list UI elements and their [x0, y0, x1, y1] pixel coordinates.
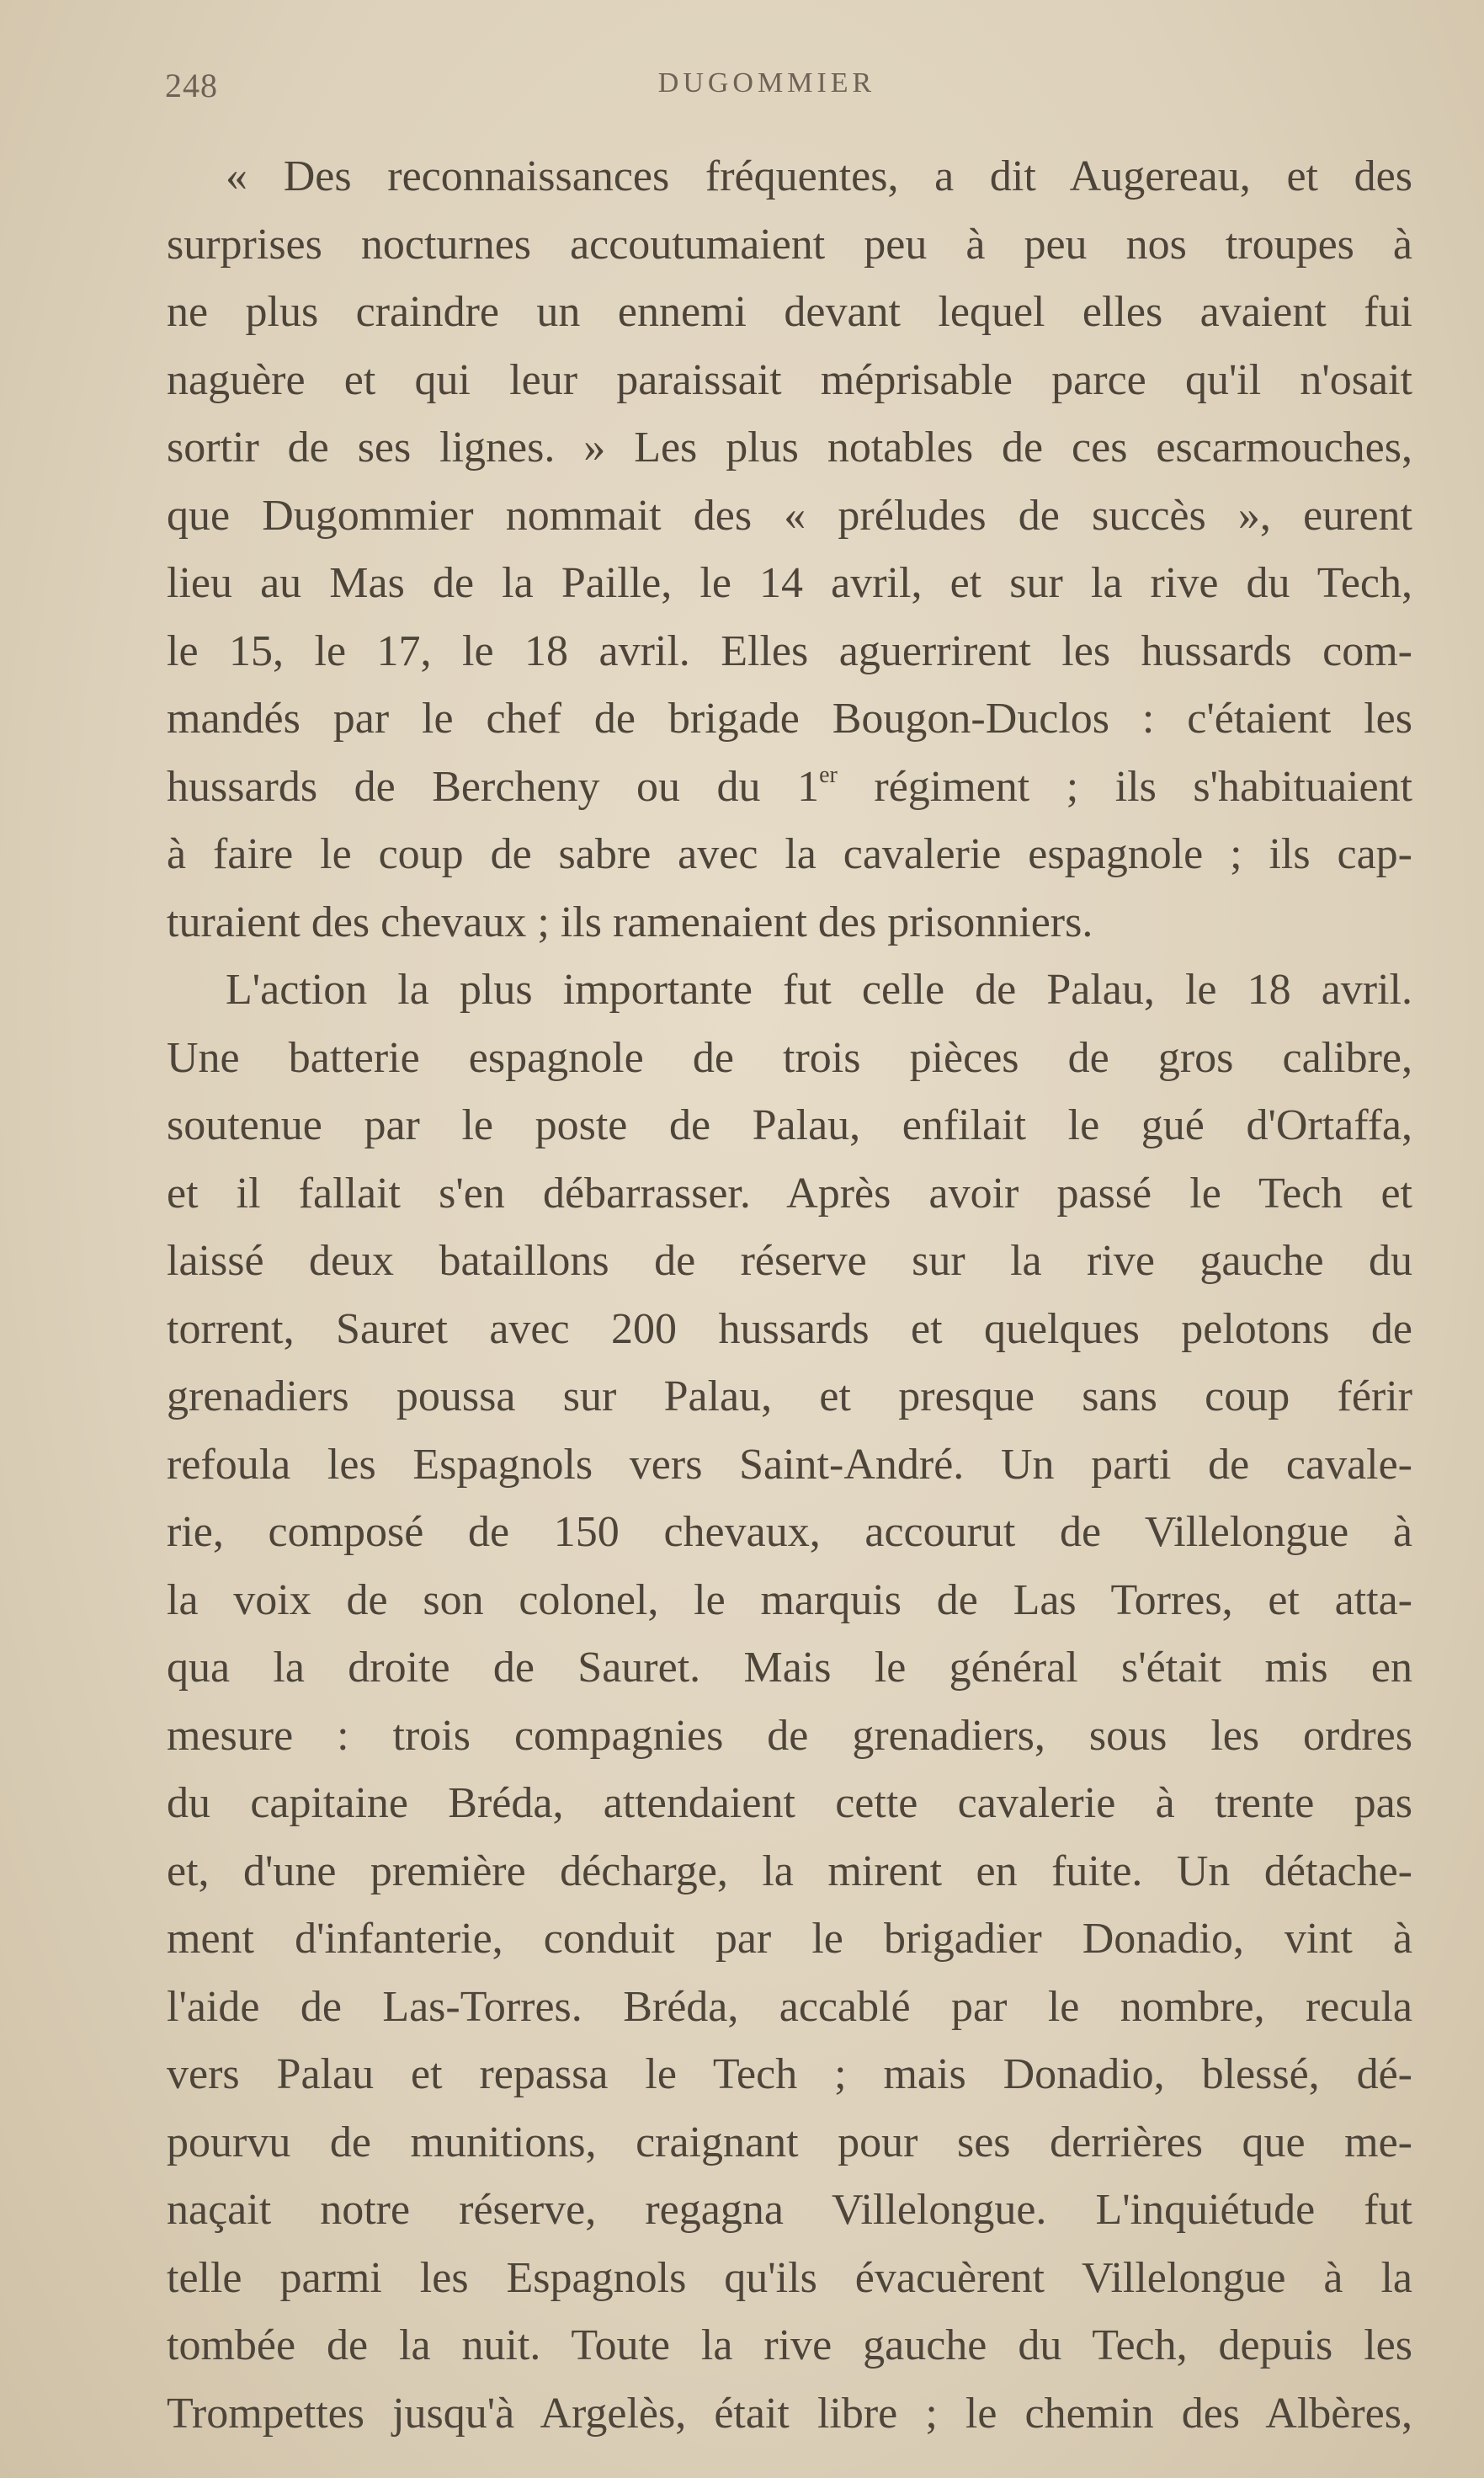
text-line: à faire le coup de sabre avec la cavalerie espagnole ; ils cap-	[167, 830, 1412, 878]
text-line: qua la droite de Sauret. Mais le général s'était mis en	[167, 1644, 1412, 1692]
text-line	[167, 754, 1412, 822]
text-line: mesure : trois compagnies de grenadiers, sous les ordres	[167, 1711, 1412, 1760]
text-line: torrent, Sauret avec 200 hussards et quelques pelotons de	[167, 1304, 1412, 1353]
superscript: er	[819, 761, 838, 788]
running-title: DUGOMMIER	[657, 67, 876, 99]
text-line: ment d'infanterie, conduit par le brigadier Donadio, vint à	[167, 1915, 1412, 1963]
text-line: et il fallait s'en débarrasser. Après avoir passé le Tech et	[167, 1169, 1412, 1218]
text-line: « Des reconnaissances fréquentes, a dit Augereau, et des	[226, 152, 1412, 200]
text-line: telle parmi les Espagnols qu'ils évacuèrent Villelongue à la	[167, 2253, 1412, 2302]
text-line: L'action la plus importante fut celle de Palau, le 18 avril.	[226, 966, 1412, 1014]
text-line: refoula les Espagnols vers Saint-André. Un parti de cavale-	[167, 1440, 1412, 1489]
text-line: Une batterie espagnole de trois pièces de gros calibre,	[167, 1033, 1412, 1082]
text-line: lieu au Mas de la Paille, le 14 avril, et sur la rive du Tech,	[167, 559, 1412, 607]
text-line: pourvu de munitions, craignant pour ses derrières que me-	[167, 2118, 1412, 2166]
text-line: du capitaine Bréda, attendaient cette cavalerie à trente pas	[167, 1779, 1412, 1827]
text-line: turaient des chevaux ; ils ramenaient des prisonniers.	[167, 898, 1093, 946]
text-fragment: hussards de Bercheny ou du 1	[167, 762, 820, 811]
text-line: soutenue par le poste de Palau, enfilait le gué d'Ortaffa,	[167, 1101, 1412, 1149]
text-line: l'aide de Las-Torres. Bréda, accablé par le nombre, recula	[167, 1982, 1412, 2031]
page-number: 248	[165, 67, 218, 104]
body-text	[167, 143, 1412, 2448]
text-line: mandés par le chef de brigade Bougon-Duclos : c'étaient les	[167, 695, 1412, 743]
text-line: grenadiers poussa sur Palau, et presque sans coup férir	[167, 1372, 1412, 1420]
text-line: naçait notre réserve, regagna Villelongue. L'inquiétude fut	[167, 2186, 1412, 2234]
text-line: naguère et qui leur paraissait méprisable parce qu'il n'osait	[167, 355, 1412, 404]
text-fragment: régiment ; ils s'habituaient	[837, 762, 1412, 811]
text-line: Trompettes jusqu'à Argelès, était libre ; le chemin des Albères,	[167, 2389, 1412, 2438]
text-line: que Dugommier nommait des « préludes de succès », eurent	[167, 491, 1412, 540]
text-line: sortir de ses lignes. » Les plus notables de ces escarmouches,	[167, 424, 1412, 472]
text-line: ne plus craindre un ennemi devant lequel elles avaient fui	[167, 288, 1412, 336]
text-line: la voix de son colonel, le marquis de Las Torres, et atta-	[167, 1575, 1412, 1624]
text-line: surprises nocturnes accoutumaient peu à peu nos troupes à	[167, 220, 1412, 269]
text-line: et, d'une première décharge, la mirent en fuite. Un détache-	[167, 1847, 1412, 1895]
text-line: rie, composé de 150 chevaux, accourut de Villelongue à	[167, 1508, 1412, 1556]
page-header	[165, 66, 1369, 116]
text-line: tombée de la nuit. Toute la rive gauche du Tech, depuis les	[167, 2321, 1412, 2369]
text-line: le 15, le 17, le 18 avril. Elles aguerrirent les hussards com-	[167, 626, 1412, 675]
text-line: vers Palau et repassa le Tech ; mais Donadio, blessé, dé-	[167, 2050, 1412, 2098]
text-line: laissé deux bataillons de réserve sur la rive gauche du	[167, 1237, 1412, 1285]
